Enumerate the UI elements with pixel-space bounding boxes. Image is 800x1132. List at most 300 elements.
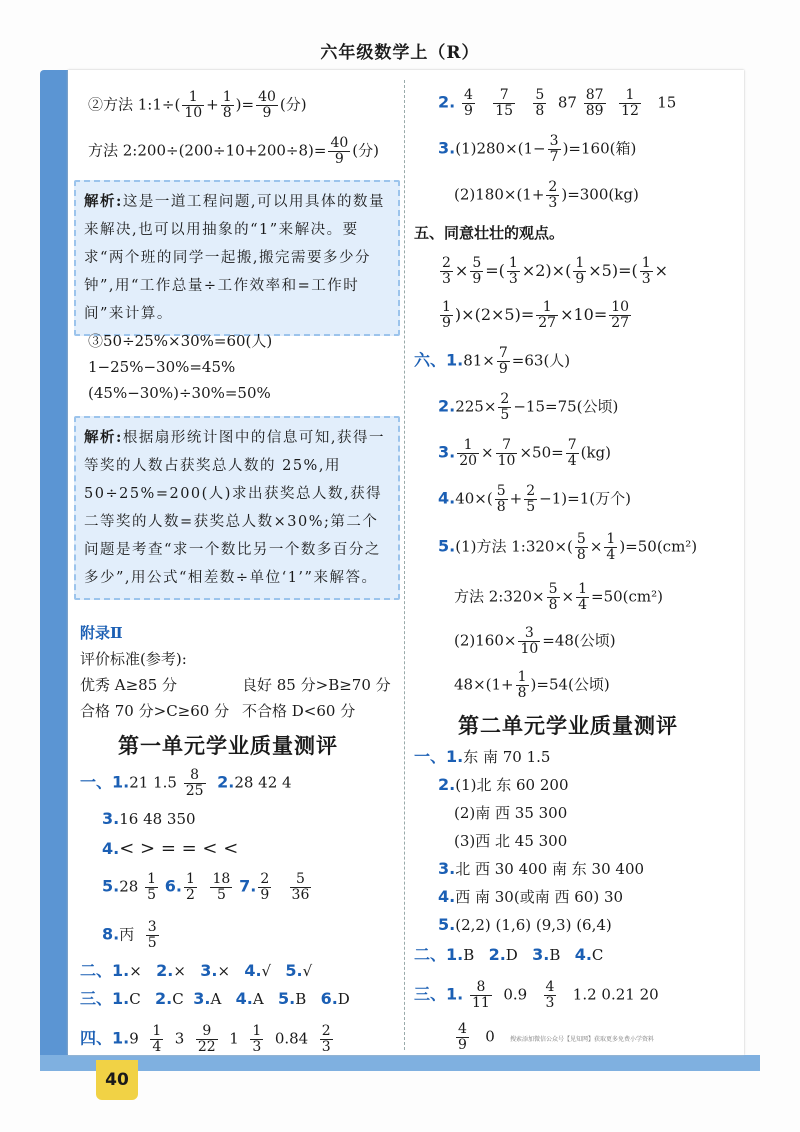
answer: D <box>505 946 518 964</box>
u2-q3 <box>438 858 644 880</box>
denominator: 27 <box>538 315 557 331</box>
denominator: 36 <box>291 887 310 903</box>
numerator: 40 <box>330 135 349 151</box>
answer: 16 48 350 <box>119 810 196 828</box>
denominator: 8 <box>517 685 527 701</box>
answer: C <box>172 990 184 1008</box>
question-number: 二、1. <box>414 945 464 964</box>
question-number: 5. <box>438 536 456 556</box>
numerator: 1 <box>252 1023 262 1039</box>
fraction <box>547 582 560 613</box>
denominator: 5 <box>216 887 226 903</box>
fraction <box>196 1024 218 1055</box>
fraction <box>566 438 579 469</box>
answer: C <box>129 990 141 1008</box>
question-number: 2. <box>217 772 235 792</box>
fraction <box>604 532 617 563</box>
s6-q5-1 <box>438 532 697 563</box>
page-number: 40 <box>105 1070 129 1090</box>
s5-line-2 <box>438 300 633 331</box>
u1-q5-7 <box>102 872 313 903</box>
text: −1)=1(万个) <box>539 489 631 508</box>
question-number: 3. <box>193 989 211 1008</box>
text: ×50= <box>519 443 564 462</box>
fraction <box>256 90 278 121</box>
fraction <box>320 1024 333 1055</box>
denominator: 7 <box>549 149 559 165</box>
text: =( <box>485 261 505 280</box>
answer: 0 <box>485 1027 495 1046</box>
answer: 1 <box>229 1029 239 1048</box>
fraction <box>548 134 561 165</box>
fraction <box>456 1022 469 1053</box>
fraction <box>498 392 511 423</box>
answer: 北 西 30 400 南 东 30 400 <box>455 860 645 878</box>
note-body: 根据扇形统计图中的信息可知,获得一等奖的人数占获奖总人数的 25%,用50÷25%=200(人)求出获奖总人数,获得二等奖的人数=获奖总人数×30%;第二个问题是考查“求一个数比另一个数多百分之多少”,用公式“相差数÷单位‘1’”来解答。 <box>84 430 385 586</box>
denominator: 4 <box>606 547 616 563</box>
answer: 28 42 4 <box>234 773 292 792</box>
fraction <box>573 256 586 287</box>
text: 方法 2:200÷(200÷10+200÷8)= <box>88 141 327 160</box>
u1-q3 <box>102 808 196 830</box>
fraction <box>184 768 206 799</box>
question-number: 2. <box>488 945 506 964</box>
unit1-title: 第一单元学业质量测评 <box>118 734 338 758</box>
question-number: 4. <box>438 887 456 906</box>
answer: √ <box>261 962 272 980</box>
numerator: 1 <box>152 1023 162 1039</box>
denominator: 9 <box>575 271 585 287</box>
text: =50(cm²) <box>591 587 663 606</box>
answer: 东 南 70 1.5 <box>463 748 551 766</box>
denominator: 15 <box>495 103 514 119</box>
answer: 15 <box>657 93 677 112</box>
question-number: 2. <box>438 775 456 794</box>
text: 48×(1+ <box>454 675 514 694</box>
answer: √ <box>302 962 313 980</box>
numerator: 2 <box>548 179 558 195</box>
numerator: 3 <box>549 133 559 149</box>
denominator: 9 <box>334 151 344 167</box>
text: + <box>509 489 523 508</box>
fraction <box>182 90 204 121</box>
answer: B <box>463 946 475 964</box>
page-header <box>0 0 800 70</box>
denominator: 9 <box>442 315 451 331</box>
numerator: 1 <box>641 255 651 271</box>
numerator: 1 <box>619 88 641 104</box>
numerator: 9 <box>196 1024 218 1040</box>
fraction <box>495 484 508 515</box>
fraction <box>619 88 641 119</box>
numerator: 2 <box>500 391 510 407</box>
question-number: 三、1. <box>80 989 130 1008</box>
u1-q1 <box>80 768 292 799</box>
answer: 87 <box>557 93 577 112</box>
answer: 1.2 0.21 20 <box>572 985 659 1004</box>
answer: 3 <box>174 1029 185 1048</box>
watermark-text: 搜索添加微信公众号【见知网】获取更多免费小学资料 <box>510 1036 655 1043</box>
fraction <box>146 920 159 951</box>
note-title: 解析: <box>84 429 123 446</box>
question-number: 3. <box>438 138 456 158</box>
question-number: 3. <box>438 859 456 878</box>
u1-q4 <box>102 838 238 860</box>
question-number: 2. <box>438 396 456 416</box>
fraction <box>210 872 232 903</box>
numerator: 1 <box>182 90 204 106</box>
text: (1)280×(1− <box>455 139 546 158</box>
text: =63(人) <box>511 351 571 370</box>
numerator: 1 <box>186 871 195 887</box>
fraction <box>221 90 234 121</box>
denominator: 12 <box>621 103 639 119</box>
u2-section3 <box>414 980 659 1011</box>
numerator: 1 <box>442 299 451 315</box>
u1-q8 <box>102 920 161 951</box>
answer: B <box>295 990 307 1008</box>
s6-q2 <box>438 392 618 423</box>
denominator: 8 <box>535 103 545 119</box>
denominator: 8 <box>222 105 232 121</box>
question-number: 6. <box>164 876 183 896</box>
fraction <box>640 256 653 287</box>
numerator: 4 <box>545 979 555 995</box>
answer: × <box>129 962 142 980</box>
fraction <box>328 136 350 167</box>
numerator: 5 <box>472 255 482 271</box>
criteria-d: 不合格 D<60 分 <box>242 702 356 720</box>
text: (kg) <box>580 443 612 462</box>
question-number: 2. <box>156 961 174 980</box>
denominator: 3 <box>321 1039 331 1055</box>
numerator: 5 <box>496 483 506 499</box>
denominator: 22 <box>197 1039 216 1055</box>
method2-line <box>88 136 379 167</box>
numerator: 3 <box>147 919 157 935</box>
question-number: 六、1. <box>414 350 464 370</box>
question-number: 5. <box>285 961 303 980</box>
s6-q5-method2 <box>454 582 663 613</box>
text: )= <box>235 95 255 114</box>
answer: 丙 <box>119 925 135 944</box>
r-q3-1 <box>438 134 636 165</box>
numerator: 7 <box>496 438 518 454</box>
numerator: 2 <box>321 1023 331 1039</box>
answer: (2,2) (1,6) (9,3) (6,4) <box>455 916 612 934</box>
answer: 28 <box>119 877 139 896</box>
unit2-title: 第二单元学业质量测评 <box>458 714 678 738</box>
fraction <box>536 300 558 331</box>
text: 五、同意壮壮的观点。 <box>414 224 565 242</box>
fraction <box>250 1024 263 1055</box>
text: × <box>589 537 603 556</box>
numerator: 1 <box>606 531 616 547</box>
u2-q1 <box>414 746 550 768</box>
numerator: 5 <box>290 872 312 888</box>
answer: D <box>337 990 350 1008</box>
u2-q5 <box>438 914 612 936</box>
note-title: 解析: <box>84 193 123 210</box>
fraction <box>584 88 606 119</box>
denominator: 3 <box>545 995 555 1011</box>
fraction <box>497 346 510 377</box>
text: (2)160× <box>454 631 517 650</box>
denominator: 9 <box>458 1037 467 1053</box>
fraction <box>258 872 271 903</box>
text: (1)方法 1:320×( <box>455 537 573 556</box>
text: 81× <box>463 351 495 370</box>
denominator: 3 <box>442 271 451 287</box>
denominator: 9 <box>498 361 508 377</box>
numerator: 1 <box>517 669 527 685</box>
s6-q5-2 <box>454 626 616 657</box>
fraction <box>150 1024 163 1055</box>
answer: (1)北 东 60 200 <box>455 776 569 794</box>
numerator: 7 <box>493 88 515 104</box>
denominator: 20 <box>459 453 478 469</box>
numerator: 2 <box>260 871 270 887</box>
text: (分) <box>279 95 307 114</box>
question-number: 4. <box>102 839 120 858</box>
u1-section3 <box>80 988 350 1010</box>
text: ×5)=( <box>588 261 638 280</box>
denominator: 3 <box>508 271 518 287</box>
s6-q4 <box>438 484 631 515</box>
numerator: 87 <box>585 87 604 103</box>
numerator: 1 <box>457 438 479 454</box>
q3-line-1: ③50÷25%×30%=60(人) <box>88 332 273 350</box>
text: (分) <box>352 141 379 160</box>
numerator: 2 <box>526 483 536 499</box>
denominator: 8 <box>576 547 586 563</box>
u2-q4 <box>438 886 623 908</box>
numerator: 5 <box>548 581 558 597</box>
text: )×(2×5)= <box>454 305 535 324</box>
fraction <box>290 872 312 903</box>
numerator: 1 <box>508 255 518 271</box>
s5-line-1 <box>438 256 668 287</box>
fraction <box>524 484 537 515</box>
numerator: 18 <box>212 871 231 887</box>
numerator: 4 <box>464 87 473 103</box>
fraction <box>544 980 557 1011</box>
text: ×2)×( <box>521 261 572 280</box>
denominator: 9 <box>472 271 482 287</box>
text: × <box>454 261 469 280</box>
numerator: 7 <box>567 437 577 453</box>
question-number: 2. <box>155 989 173 1008</box>
question-number: 3. <box>438 442 456 462</box>
fraction <box>493 88 515 119</box>
denominator: 5 <box>147 935 157 951</box>
numerator: 40 <box>258 89 276 105</box>
fraction <box>546 180 559 211</box>
denominator: 11 <box>472 995 490 1011</box>
question-number: 三、1. <box>414 984 464 1004</box>
answer: 0.9 <box>503 985 528 1004</box>
question-number: 二、1. <box>80 961 130 980</box>
u2-section3-cont <box>454 1022 495 1053</box>
text: + <box>206 95 219 114</box>
question-number: 5. <box>438 915 456 934</box>
answer: A <box>210 990 222 1008</box>
text: )=50(cm²) <box>619 537 698 556</box>
q3-line-2: 1−25%−30%=45% <box>88 358 236 376</box>
fraction <box>440 300 453 331</box>
answer: C <box>591 946 604 964</box>
numerator: 3 <box>518 626 540 642</box>
denominator: 8 <box>496 499 506 515</box>
question-number: 四、1. <box>80 1028 130 1048</box>
s6-q5-3 <box>454 670 610 701</box>
numerator: 1 <box>578 581 587 597</box>
fraction <box>518 626 540 657</box>
criteria-title: 评价标准(参考): <box>80 650 187 668</box>
u2-q2 <box>438 774 569 796</box>
denominator: 5 <box>526 499 536 515</box>
numerator: 4 <box>458 1021 467 1037</box>
text: × <box>481 443 494 462</box>
u1-section4 <box>80 1024 335 1055</box>
answer: A <box>252 990 264 1008</box>
text: × <box>654 261 669 280</box>
page-bottom-band <box>40 1055 760 1071</box>
denominator: 9 <box>464 103 473 119</box>
answer: B <box>549 946 561 964</box>
analysis-note-2 <box>74 416 400 600</box>
fraction <box>575 532 588 563</box>
text: 方法 2:320× <box>454 587 545 606</box>
denominator: 3 <box>252 1039 262 1055</box>
denominator: 4 <box>578 597 587 613</box>
question-number: 3. <box>532 945 550 964</box>
numerator: 1 <box>536 300 558 316</box>
denominator: 3 <box>641 271 651 287</box>
answer: 0.84 <box>274 1029 309 1048</box>
answer: 9 <box>129 1029 139 1048</box>
question-number: 3. <box>200 961 218 980</box>
denominator: 5 <box>500 407 510 423</box>
question-number: 8. <box>102 924 120 944</box>
question-number: 5. <box>102 876 120 896</box>
denominator: 10 <box>520 641 539 657</box>
denominator: 10 <box>497 453 516 469</box>
question-number: 3. <box>102 809 120 828</box>
s6-q3 <box>438 438 611 469</box>
u2-q2-b: (2)南 西 35 300 <box>454 804 568 822</box>
fraction <box>609 300 631 331</box>
fraction <box>576 582 589 613</box>
denominator: 2 <box>186 887 195 903</box>
text: )=54(公顷) <box>530 675 610 694</box>
criteria-c: 合格 70 分>C≥60 分 <box>80 702 230 720</box>
numerator: 1 <box>575 255 585 271</box>
text: )=300(kg) <box>561 185 639 204</box>
denominator: 8 <box>548 597 558 613</box>
text: × <box>561 587 575 606</box>
method1-line <box>88 90 307 121</box>
note-body: 这是一道工程问题,可以用具体的数量来解决,也可以用抽象的“1”来解决。要求“两个班的同学一起搬,搬完需要多少分钟”,用“工作总量÷工作效率和=工作时间”来计算。 <box>84 194 385 322</box>
fraction <box>457 438 479 469</box>
question-number: 一、1. <box>414 747 464 766</box>
denominator: 89 <box>585 103 604 119</box>
numerator: 10 <box>611 299 630 315</box>
numerator: 5 <box>576 531 586 547</box>
q3-line-3: (45%−30%)÷30%=50% <box>88 384 271 402</box>
numerator: 1 <box>147 871 157 887</box>
answer: × <box>217 962 231 980</box>
fraction <box>462 88 475 119</box>
numerator: 8 <box>184 768 206 784</box>
question-number: 4. <box>574 945 592 964</box>
fraction <box>470 256 483 287</box>
u2-q2-c: (3)西 北 45 300 <box>454 832 568 850</box>
denominator: 25 <box>185 783 204 799</box>
fraction <box>440 256 453 287</box>
text: 40×( <box>455 489 493 508</box>
appendix-title: 附录Ⅱ <box>80 624 123 642</box>
column-divider <box>404 80 405 1050</box>
fraction <box>470 980 492 1011</box>
r-q2 <box>438 88 676 119</box>
section5-title <box>414 222 564 244</box>
denominator: 10 <box>184 105 203 121</box>
text: ②方法 1:1÷( <box>88 95 181 114</box>
answer: × <box>173 962 186 980</box>
denominator: 27 <box>611 315 630 331</box>
u1-section2 <box>80 960 312 982</box>
u2-section2 <box>414 944 603 966</box>
numerator: 2 <box>442 255 451 271</box>
denominator: 3 <box>548 195 558 211</box>
numerator: 7 <box>498 345 508 361</box>
text: −15=75(公顷) <box>513 397 619 416</box>
answer: 21 1.5 <box>129 773 177 792</box>
question-number: 6. <box>320 989 338 1008</box>
fraction <box>496 438 518 469</box>
criteria-a: 优秀 A≥85 分 <box>80 676 178 694</box>
text: =48(公顷) <box>542 631 616 650</box>
question-number: 4. <box>235 989 253 1008</box>
text: ×10= <box>560 305 608 324</box>
question-number: 4. <box>244 961 262 980</box>
numerator: 1 <box>222 89 232 105</box>
fraction <box>184 872 197 903</box>
question-number: 一、1. <box>80 772 130 792</box>
answer: 西 南 30(或南 西 60) 30 <box>455 888 624 906</box>
text: )=160(箱) <box>562 139 637 158</box>
denominator: 4 <box>567 453 577 469</box>
numerator: 5 <box>535 87 545 103</box>
denominator: 9 <box>262 105 272 121</box>
fraction <box>507 256 520 287</box>
fraction <box>145 872 158 903</box>
text: (2)180×(1+ <box>454 185 545 204</box>
denominator: 5 <box>147 887 157 903</box>
answer: < > = = < < <box>119 838 239 859</box>
r-q3-2 <box>454 180 639 211</box>
numerator: 8 <box>470 980 492 996</box>
text: 225× <box>455 397 497 416</box>
page-header-title: 六年级数学上（R） <box>320 43 480 63</box>
s6-q1 <box>414 346 570 377</box>
question-number: 7. <box>239 876 257 896</box>
question-number: 2. <box>438 92 456 112</box>
fraction <box>516 670 529 701</box>
denominator: 9 <box>260 887 270 903</box>
denominator: 4 <box>152 1039 162 1055</box>
